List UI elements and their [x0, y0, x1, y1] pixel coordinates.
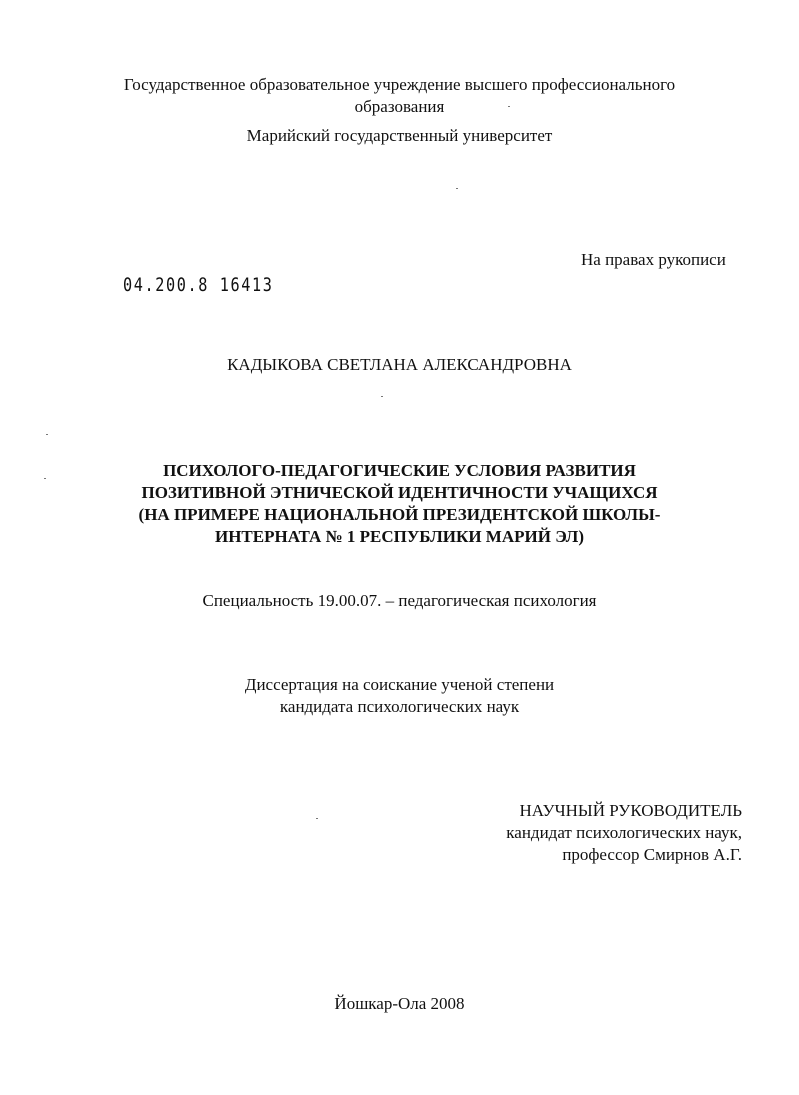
city-year: Йошкар-Ола 2008: [334, 994, 465, 1013]
thesis-title-line-4: ИНТЕРНАТА № 1 РЕСПУБЛИКИ МАРИЙ ЭЛ): [214, 527, 584, 546]
scan-speck: [44, 478, 46, 479]
specialty: Специальность 19.00.07. – педагогическая психология: [202, 591, 597, 610]
university-name: Марийский государственный университет: [246, 126, 553, 145]
scan-speck: [508, 106, 510, 107]
supervisor-heading: НАУЧНЫЙ РУКОВОДИТЕЛЬ: [519, 801, 742, 820]
thesis-title-line-2: ПОЗИТИВНОЙ ЭТНИЧЕСКОЙ ИДЕНТИЧНОСТИ УЧАЩИХСЯ: [141, 483, 658, 502]
scan-speck: [316, 818, 318, 819]
scan-speck: [381, 396, 383, 397]
institution-line-1: Государственное образовательное учреждение высшего профессионального: [123, 75, 676, 94]
supervisor-degree: кандидат психологических наук,: [506, 823, 742, 842]
author-name: КАДЫКОВА СВЕТЛАНА АЛЕКСАНДРОВНА: [227, 355, 572, 374]
institution-line-2: образования: [354, 97, 445, 116]
scan-speck: [46, 434, 48, 435]
supervisor-name: профессор Смирнов А.Г.: [562, 845, 742, 864]
thesis-title-line-1: ПСИХОЛОГО-ПЕДАГОГИЧЕСКИЕ УСЛОВИЯ РАЗВИТИЯ: [163, 461, 636, 480]
scan-speck: [456, 188, 458, 189]
catalog-stamp: 04.200.8 16413: [123, 274, 274, 296]
dissertation-line-2: кандидата психологических наук: [279, 697, 520, 716]
rights-note: На правах рукописи: [581, 250, 726, 269]
thesis-title-line-3: (НА ПРИМЕРЕ НАЦИОНАЛЬНОЙ ПРЕЗИДЕНТСКОЙ ШКОЛЫ-: [138, 505, 661, 524]
dissertation-line-1: Диссертация на соискание ученой степени: [244, 675, 555, 694]
